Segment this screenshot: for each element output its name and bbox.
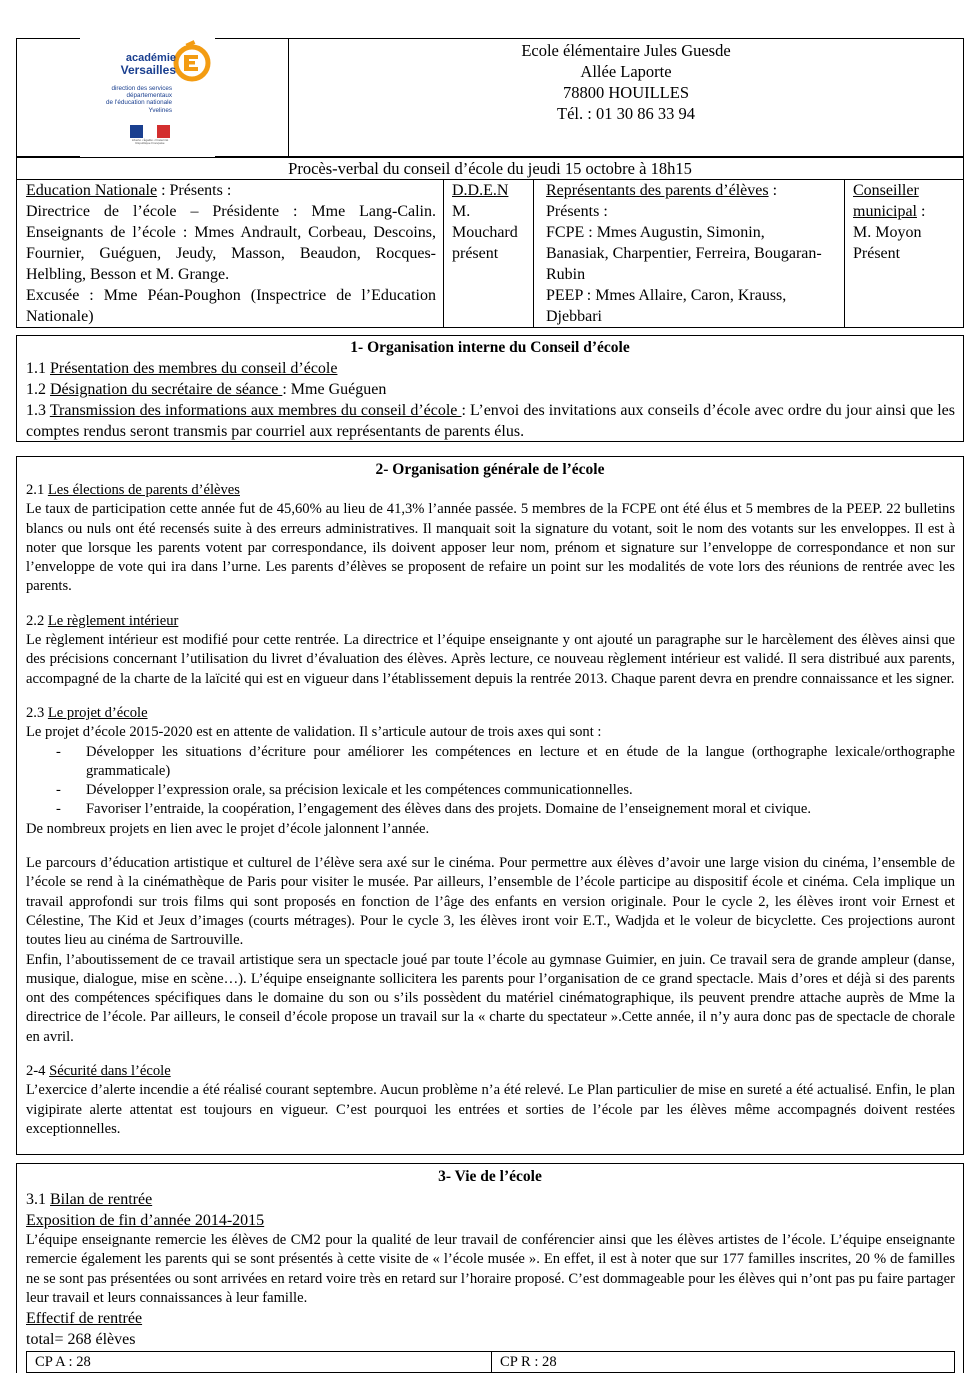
school-city: 78800 HOUILLES	[562, 83, 690, 102]
directrice-line: Directrice de l’école – Présidente : Mme Lang-Calin.	[26, 203, 436, 220]
reglement-paragraph: Le règlement intérieur est modifié pour cette rentrée. La directrice et l’équipe enseignante y ont ajouté un paragraphe sur le harcèlement des élèves ainsi que des précisions concernant l’utilisation du livret d’évaluation des élèves. Après lecture, ce nouveau règlement intérieur est validé. Il sera distribué aux parents, accompagné de la charte de la laïcité qui est en vigueur dans l’établissement depuis la rentrée 2013. Chaque parent devra en prendre connaissance et les signer.	[26, 632, 955, 687]
academie-logo	[80, 33, 215, 158]
dden-status: présent	[452, 245, 499, 262]
effectif-total: total= 268 élèves	[26, 1331, 136, 1349]
section-2-box	[16, 456, 964, 1155]
table-cell: CP A : 28	[27, 1352, 492, 1372]
dden-name: M. Mouchard	[452, 203, 518, 241]
projet-outro: De nombreux projets en lien avec le projet d’école jalonnent l’année.	[26, 820, 430, 837]
parents-label: Représentants des parents d’élèves	[546, 182, 769, 199]
item-1-1: Présentation des membres du conseil d’école	[50, 360, 338, 377]
section-2-body	[26, 481, 955, 1139]
parents-presents: Présents :	[546, 203, 608, 220]
conseiller-cell: Conseiller municipal : M. Moyon Présent	[853, 180, 959, 264]
heading-2-4: 2-4 Sécurité dans l’école	[26, 1063, 171, 1080]
logo-versailles-text: Versailles	[120, 63, 176, 77]
enseignants-list: Enseignants de l’école : Mmes Andrault, Corbeau, Descoins, Fournier, Guéguen, Jeudy, Masson, Beaudon, Rocques-Helbling, Besson et M. Grange.	[26, 224, 436, 283]
col-divider	[844, 180, 845, 327]
culture-paragraph-1: Le parcours d’éducation artistique et culturel de l’élève sera axé sur le cinéma. Pour permettre aux élèves d’avoir une large vision du cinéma, l’ensemble de l’école se rend à la cinémathèque de Paris pour visiter le musée. Par ailleurs, l’ensemble de l’école participe au dispositif école et cinéma. Cela implique un travail approfondi sur trois films qui sont proposés en fonction de l’âge des enfants en version originale. Pour le cycle 2, les élèves iront voir Ernest et Célestine, The Kid et Jeux d’images (courts métrages). Pour le cycle 3, les élèves iront voir E.T., Wadjda et le voleur de bicyclette. Ces projections auront toutes lieu au cinéma de Sartrouville.	[26, 855, 955, 949]
section-1-box	[16, 335, 964, 442]
school-name: Ecole élémentaire Jules Guesde	[521, 41, 731, 60]
list-item: - Développer l’expression orale, sa précision lexicale et les compétences communicationnelles.	[56, 782, 633, 799]
attendees-box	[16, 157, 964, 328]
section-2-title: 2- Organisation générale de l’école	[375, 461, 605, 478]
list-item: - Favoriser l’entraide, la coopération, l’engagement des élèves dans des projets. Domaine de l’enseignement moral et civique.	[56, 801, 811, 818]
col-divider	[533, 180, 534, 327]
conseiller-name: M. Moyon	[853, 224, 922, 241]
peep-list: PEEP : Mmes Allaire, Caron, Krauss, Djebbari	[546, 287, 787, 325]
conseiller-status: Présent	[853, 245, 901, 262]
class-table	[26, 1351, 955, 1373]
heading-2-3: 2.3 Le projet d’école	[26, 704, 148, 721]
education-nationale-label: Education Nationale	[26, 182, 158, 199]
list-item: - Développer les situations d’écriture pour améliorer les compétences en lecture et en étude de la langue (orthographe lexicale/orthographe grammaticale)	[56, 743, 955, 779]
fcpe-list: FCPE : Mmes Augustin, Simonin, Banasiak, Charpentier, Ferreira, Bougaran-Rubin	[546, 224, 822, 283]
projet-axes-list	[26, 743, 955, 820]
flag-caption: Liberté • Égalité • Fraternité République Française	[131, 138, 169, 146]
culture-paragraph-2: Enfin, l’aboutissement de ce travail artistique sera un spectacle joué par toute l’école au gymnase Guimier, en juin. Ce travail sera de grande ampleur (danse, musique, dialogue, mise en scène…). L’équipe enseignante sollicitera les parents pour l’organisation de ce grand spectacle. Mais d’ores et déjà si des parents ont des compétences spécifiques dans le domaine du son ou s’ils possèdent du matériel cinématographique, ils peuvent prendre attache auprès de Mme la directrice de l’école. Par ailleurs, le conseil d’école propose un travail sur la « charte du spectateur ».Cette année, il n’y aura donc pas de spectacle de chorale en avril.	[26, 951, 955, 1045]
section-3-box	[16, 1163, 964, 1373]
parents-cell: Représentants des parents d’élèves : Présents : FCPE : Mmes Augustin, Simonin, Banasiak, Charpentier, Ferreira, Bougaran-Rubin PEEP : Mmes Allaire, Caron, Krauss, Djebbari	[546, 180, 831, 327]
section-1-body: 1.1 Présentation des membres du conseil d’école 1.2 Désignation du secrétaire de séance : Mme Guéguen 1.3 Transmission des informations aux membres du conseil d’école : L’envoi des invitations aux conseils d’école avec ordre du jour ainsi que les comptes rendus seront transmis par courriel aux représentants de parents élus.	[26, 360, 955, 440]
item-1-2: Désignation du secrétaire de séance	[50, 381, 283, 398]
elections-paragraph: Le taux de participation cette année fut de 45,60% au lieu de 41,3% l’année passée. 5 membres de la FCPE ont été élus et 5 membres de la PEEP. 22 bulletins blancs ou nuls ont été recensés suite à des erreurs administratives. Il manquait soit la signature du votant, soit le nom des votants sur les enveloppes. Il est à noter que lorsque les parents votent par correspondance, ils doivent apposer leur nom, prénom et signature sur l’enveloppe de correspondance et non sur l’enveloppe de vote qui ira dans l’urne. Les parents d’élèves se proposent de refaire un point sur les modalités de vote lors des réunions de rentrée avec les parents.	[26, 501, 955, 595]
section-3-title: 3- Vie de l’école	[438, 1168, 542, 1185]
heading-3-1: 3.1 Bilan de rentrée	[26, 1191, 153, 1208]
school-phone: Tél. : 01 30 86 33 94	[557, 104, 695, 123]
marianne-flag-icon	[130, 125, 170, 138]
section-3-body	[26, 1189, 955, 1350]
section-1-title: 1- Organisation interne du Conseil d’école	[350, 339, 630, 356]
conseiller-label: Conseiller municipal	[853, 182, 919, 220]
heading-2-1: 2.1 Les élections de parents d’élèves	[26, 482, 240, 498]
securite-paragraph: L’exercice d’alerte incendie a été réalisé courant septembre. Aucun problème n’a été relevé. Le Plan particulier de mise en sureté a été actualisé. Enfin, le plan vigipirate alerte attentat est toujours en vigueur. C’est pourquoi les entrées et sorties de l’école par les élèves même accompagnés doivent restées exceptionnelles.	[26, 1082, 955, 1137]
exposition-paragraph: L’équipe enseignante remercie les élèves de CM2 pour la qualité de leur travail de conférencier ainsi que les élèves artistes de l’école. L’équipe enseignante remercie également les parents qui se sont présentés à cette visite de « l’école musée ». En effet, il est à noter que sur 177 familles inscrites, 20 % de familles ne se sont pas présentées ou sont arrivées en retard voire très en retard sur l’horaire proposé. C’est dommageable pour les élèves qui n’ont pas pu faire partager leur travail et leurs connaissances à leur famille.	[26, 1232, 955, 1306]
education-nationale-cell: Education Nationale : Présents : Directrice de l’école – Présidente : Mme Lang-Calin. Enseignants de l’école : Mmes Andrault, Corbeau, Descoins, Fournier, Guéguen, Jeudy, Masson, Beaudon, Rocques-Helbling, Besson et M. Grange. Excusée : Mme Péan-Poughon (Inspectrice de l’Education Nationale)	[26, 182, 436, 325]
col-divider	[443, 180, 444, 327]
dden-label: D.D.E.N	[452, 182, 509, 199]
school-address	[289, 39, 963, 124]
school-street: Allée Laporte	[580, 62, 672, 81]
excusee-line: Excusée : Mme Péan-Poughon (Inspectrice de l’Education Nationale)	[26, 287, 436, 325]
effectif-title: Effectif de rentrée	[26, 1310, 143, 1328]
heading-2-2: 2.2 Le règlement intérieur	[26, 612, 179, 629]
exposition-title: Exposition de fin d’année 2014-2015	[26, 1212, 265, 1229]
dden-cell	[452, 180, 532, 264]
meeting-title: Procès-verbal du conseil d’école du jeudi 15 octobre à 18h15	[17, 158, 963, 180]
logo-dept-text: direction des services départementaux de l'éducation nationale Yvelines	[106, 85, 172, 114]
table-cell: CP R : 28	[500, 1354, 557, 1370]
projet-intro: Le projet d’école 2015-2020 est en attente de validation. Il s’articule autour de trois axes qui sont :	[26, 724, 602, 741]
logo-academie-text: académie	[125, 52, 176, 64]
item-1-3: Transmission des informations aux membres du conseil d’école	[49, 402, 462, 419]
